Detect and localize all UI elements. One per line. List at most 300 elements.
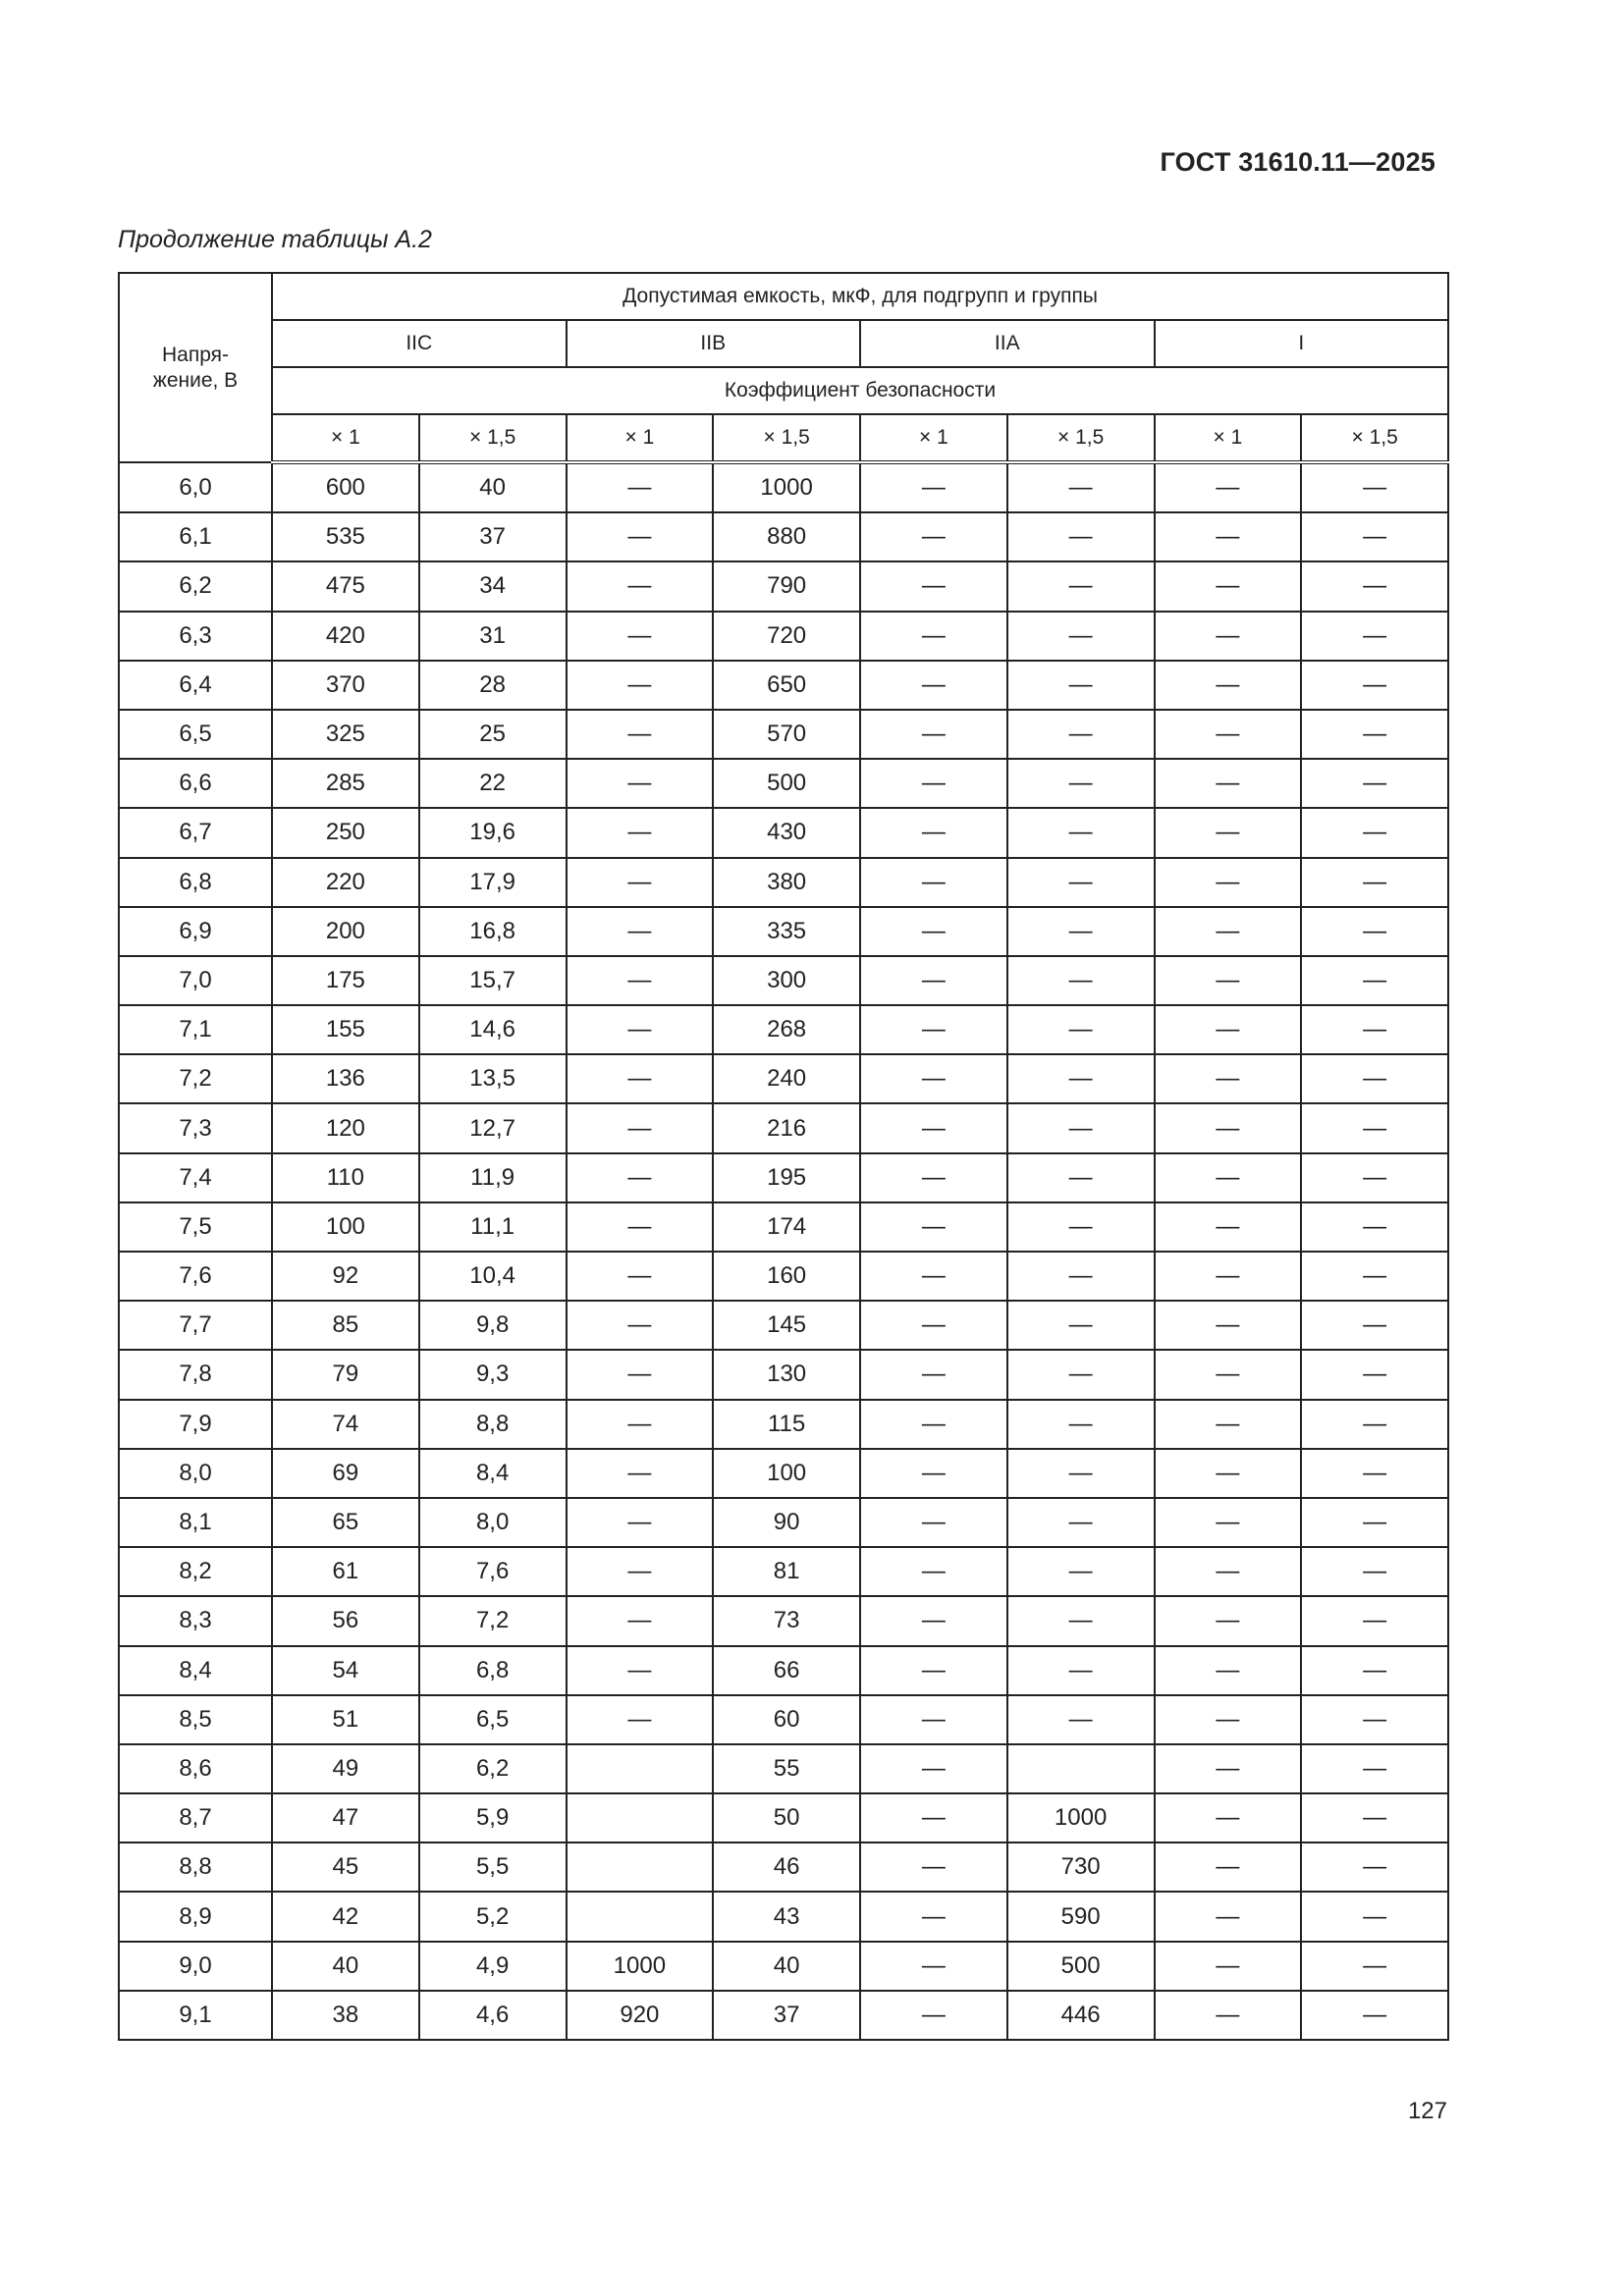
- cell-i-x1: —: [1155, 612, 1302, 661]
- cell-iia-x1: —: [860, 907, 1007, 956]
- cell-iib-x1-5: 60: [713, 1695, 860, 1744]
- cell-iia-x1: —: [860, 612, 1007, 661]
- cell-iia-x1-5: —: [1007, 710, 1155, 759]
- cell-iic-x1-5: 31: [419, 612, 567, 661]
- cell-voltage: 6,9: [119, 907, 272, 956]
- cell-iib-x1: —: [567, 1695, 714, 1744]
- table-row: [119, 1842, 1448, 1892]
- page-number: 127: [1407, 2098, 1447, 2124]
- factor-header: × 1,5: [419, 414, 567, 462]
- cell-voltage: 7,6: [119, 1252, 272, 1301]
- cell-voltage: 9,0: [119, 1942, 272, 1991]
- cell-iic-x1: 175: [272, 956, 419, 1005]
- factor-header: × 1,5: [713, 414, 860, 462]
- cell-iib-x1-5: 500: [713, 759, 860, 808]
- cell-i-x1: —: [1155, 661, 1302, 710]
- cell-iib-x1-5: 650: [713, 661, 860, 710]
- cell-iic-x1: 65: [272, 1498, 419, 1547]
- cell-i-x1: —: [1155, 462, 1302, 512]
- voltage-column-header: [119, 273, 272, 462]
- factor-header: × 1,5: [1007, 414, 1155, 462]
- cell-iia-x1: —: [860, 858, 1007, 907]
- cell-iia-x1-5: —: [1007, 1005, 1155, 1054]
- cell-iic-x1-5: 7,6: [419, 1547, 567, 1596]
- factor-header: × 1: [1155, 414, 1302, 462]
- table-row: [119, 1153, 1448, 1202]
- cell-voltage: 8,4: [119, 1646, 272, 1695]
- cell-iia-x1-5: —: [1007, 1695, 1155, 1744]
- cell-voltage: 8,0: [119, 1449, 272, 1498]
- table-row: [119, 1695, 1448, 1744]
- cell-iia-x1: —: [860, 1153, 1007, 1202]
- cell-iia-x1-5: —: [1007, 1400, 1155, 1449]
- cell-iia-x1: —: [860, 1498, 1007, 1547]
- cell-iib-x1-5: 37: [713, 1991, 860, 2040]
- group-header-iia: IIA: [860, 320, 1155, 367]
- cell-voltage: 6,7: [119, 808, 272, 857]
- cell-i-x1-5: —: [1301, 1842, 1448, 1892]
- cell-iib-x1-5: 790: [713, 561, 860, 611]
- cell-iia-x1: —: [860, 1005, 1007, 1054]
- cell-iib-x1: —: [567, 1596, 714, 1645]
- cell-iib-x1: —: [567, 661, 714, 710]
- cell-iia-x1: —: [860, 710, 1007, 759]
- cell-iib-x1: —: [567, 1054, 714, 1103]
- table-row: [119, 956, 1448, 1005]
- cell-i-x1: —: [1155, 1695, 1302, 1744]
- cell-i-x1-5: —: [1301, 1596, 1448, 1645]
- table-row: [119, 907, 1448, 956]
- capacity-header: Допустимая емкость, мкФ, для подгрупп и группы: [272, 273, 1448, 320]
- cell-voltage: 8,2: [119, 1547, 272, 1596]
- cell-i-x1-5: —: [1301, 1744, 1448, 1793]
- table-row: [119, 612, 1448, 661]
- cell-iic-x1-5: 10,4: [419, 1252, 567, 1301]
- table-row: [119, 561, 1448, 611]
- cell-iib-x1-5: 55: [713, 1744, 860, 1793]
- cell-iib-x1-5: 268: [713, 1005, 860, 1054]
- cell-i-x1-5: —: [1301, 462, 1448, 512]
- table-row: [119, 1547, 1448, 1596]
- cell-i-x1-5: —: [1301, 1202, 1448, 1252]
- table-row: [119, 1892, 1448, 1941]
- cell-iia-x1-5: —: [1007, 808, 1155, 857]
- cell-iia-x1-5: —: [1007, 1646, 1155, 1695]
- cell-i-x1-5: —: [1301, 710, 1448, 759]
- cell-iib-x1-5: 380: [713, 858, 860, 907]
- cell-i-x1-5: —: [1301, 1547, 1448, 1596]
- cell-iib-x1-5: 115: [713, 1400, 860, 1449]
- cell-iic-x1-5: 5,9: [419, 1793, 567, 1842]
- table-row: [119, 1400, 1448, 1449]
- cell-iib-x1: —: [567, 1449, 714, 1498]
- cell-iic-x1-5: 8,0: [419, 1498, 567, 1547]
- cell-iic-x1-5: 5,5: [419, 1842, 567, 1892]
- cell-iib-x1: —: [567, 561, 714, 611]
- table-row: [119, 1252, 1448, 1301]
- cell-i-x1: —: [1155, 1793, 1302, 1842]
- cell-iib-x1-5: 300: [713, 956, 860, 1005]
- cell-voltage: 8,7: [119, 1793, 272, 1842]
- cell-voltage: 7,0: [119, 956, 272, 1005]
- cell-iib-x1-5: 160: [713, 1252, 860, 1301]
- cell-iib-x1-5: 40: [713, 1942, 860, 1991]
- cell-iic-x1: 51: [272, 1695, 419, 1744]
- cell-i-x1: —: [1155, 1153, 1302, 1202]
- cell-iib-x1-5: 66: [713, 1646, 860, 1695]
- table-row: [119, 1744, 1448, 1793]
- cell-i-x1-5: —: [1301, 1054, 1448, 1103]
- cell-i-x1-5: —: [1301, 512, 1448, 561]
- cell-iia-x1-5: 500: [1007, 1942, 1155, 1991]
- cell-iic-x1-5: 14,6: [419, 1005, 567, 1054]
- safety-factor-header: Коэффициент безопасности: [272, 367, 1448, 414]
- cell-iic-x1-5: 15,7: [419, 956, 567, 1005]
- group-header-i: I: [1155, 320, 1449, 367]
- cell-iib-x1: —: [567, 1005, 714, 1054]
- cell-iia-x1: —: [860, 956, 1007, 1005]
- cell-iia-x1: —: [860, 1892, 1007, 1941]
- cell-iia-x1: —: [860, 1301, 1007, 1350]
- cell-iia-x1-5: —: [1007, 661, 1155, 710]
- cell-iia-x1-5: —: [1007, 1103, 1155, 1152]
- cell-iic-x1-5: 6,8: [419, 1646, 567, 1695]
- cell-voltage: 8,3: [119, 1596, 272, 1645]
- cell-iic-x1-5: 37: [419, 512, 567, 561]
- factor-header: × 1,5: [1301, 414, 1448, 462]
- cell-iia-x1-5: —: [1007, 1596, 1155, 1645]
- voltage-header-line2: жение, В: [152, 368, 239, 392]
- cell-iic-x1-5: 6,2: [419, 1744, 567, 1793]
- table-row: [119, 1991, 1448, 2040]
- cell-iia-x1: —: [860, 561, 1007, 611]
- cell-iic-x1-5: 4,6: [419, 1991, 567, 2040]
- cell-iic-x1: 475: [272, 561, 419, 611]
- cell-iic-x1: 100: [272, 1202, 419, 1252]
- cell-iia-x1-5: —: [1007, 1153, 1155, 1202]
- cell-iic-x1-5: 9,3: [419, 1350, 567, 1399]
- cell-iib-x1: —: [567, 1301, 714, 1350]
- cell-iib-x1-5: 195: [713, 1153, 860, 1202]
- cell-iia-x1-5: —: [1007, 1498, 1155, 1547]
- cell-iic-x1-5: 8,8: [419, 1400, 567, 1449]
- cell-i-x1: —: [1155, 1547, 1302, 1596]
- cell-iia-x1: —: [860, 1449, 1007, 1498]
- cell-iia-x1-5: —: [1007, 1449, 1155, 1498]
- cell-i-x1-5: —: [1301, 956, 1448, 1005]
- cell-iia-x1: —: [860, 1842, 1007, 1892]
- cell-i-x1-5: —: [1301, 1350, 1448, 1399]
- cell-iia-x1-5: —: [1007, 1252, 1155, 1301]
- cell-iic-x1: 285: [272, 759, 419, 808]
- cell-iib-x1-5: 335: [713, 907, 860, 956]
- cell-iib-x1: —: [567, 759, 714, 808]
- cell-voltage: 7,3: [119, 1103, 272, 1152]
- cell-i-x1-5: —: [1301, 561, 1448, 611]
- table-row: [119, 1793, 1448, 1842]
- cell-i-x1: —: [1155, 1202, 1302, 1252]
- cell-iic-x1-5: 9,8: [419, 1301, 567, 1350]
- cell-iib-x1: —: [567, 808, 714, 857]
- cell-iia-x1-5: 730: [1007, 1842, 1155, 1892]
- cell-voltage: 7,4: [119, 1153, 272, 1202]
- cell-iia-x1-5: —: [1007, 612, 1155, 661]
- group-header-iic: IIC: [272, 320, 567, 367]
- cell-voltage: 6,4: [119, 661, 272, 710]
- cell-iib-x1: —: [567, 1103, 714, 1152]
- cell-iib-x1: —: [567, 1350, 714, 1399]
- cell-i-x1-5: —: [1301, 1695, 1448, 1744]
- cell-i-x1: —: [1155, 512, 1302, 561]
- group-header-iib: IIB: [567, 320, 861, 367]
- cell-iib-x1-5: 50: [713, 1793, 860, 1842]
- cell-i-x1: —: [1155, 1449, 1302, 1498]
- cell-voltage: 8,6: [119, 1744, 272, 1793]
- cell-iib-x1-5: 1000: [713, 462, 860, 512]
- factor-header: × 1: [272, 414, 419, 462]
- table-row: [119, 1942, 1448, 1991]
- cell-iic-x1: 42: [272, 1892, 419, 1941]
- cell-i-x1: —: [1155, 858, 1302, 907]
- cell-i-x1: —: [1155, 1301, 1302, 1350]
- cell-iic-x1-5: 28: [419, 661, 567, 710]
- cell-iia-x1: —: [860, 1400, 1007, 1449]
- cell-iia-x1: —: [860, 1350, 1007, 1399]
- cell-iib-x1-5: 570: [713, 710, 860, 759]
- cell-i-x1: —: [1155, 1005, 1302, 1054]
- cell-i-x1-5: —: [1301, 1252, 1448, 1301]
- cell-iib-x1: —: [567, 1646, 714, 1695]
- cell-i-x1: —: [1155, 1103, 1302, 1152]
- cell-iic-x1-5: 40: [419, 462, 567, 512]
- cell-iia-x1-5: 590: [1007, 1892, 1155, 1941]
- cell-iib-x1-5: 81: [713, 1547, 860, 1596]
- cell-iib-x1-5: 880: [713, 512, 860, 561]
- cell-i-x1-5: —: [1301, 858, 1448, 907]
- cell-iia-x1-5: 1000: [1007, 1793, 1155, 1842]
- cell-iic-x1: 85: [272, 1301, 419, 1350]
- cell-iib-x1: —: [567, 612, 714, 661]
- cell-i-x1: —: [1155, 1054, 1302, 1103]
- cell-iic-x1: 200: [272, 907, 419, 956]
- cell-iib-x1-5: 174: [713, 1202, 860, 1252]
- cell-iic-x1: 600: [272, 462, 419, 512]
- cell-voltage: 6,3: [119, 612, 272, 661]
- cell-iic-x1: 370: [272, 661, 419, 710]
- cell-iic-x1-5: 19,6: [419, 808, 567, 857]
- cell-iic-x1: 110: [272, 1153, 419, 1202]
- cell-voltage: 7,8: [119, 1350, 272, 1399]
- cell-voltage: 7,1: [119, 1005, 272, 1054]
- cell-iia-x1: —: [860, 1942, 1007, 1991]
- cell-i-x1: —: [1155, 710, 1302, 759]
- cell-i-x1: —: [1155, 1892, 1302, 1941]
- cell-iia-x1: —: [860, 759, 1007, 808]
- cell-iic-x1-5: 17,9: [419, 858, 567, 907]
- cell-i-x1-5: —: [1301, 1005, 1448, 1054]
- cell-i-x1: —: [1155, 1942, 1302, 1991]
- cell-iic-x1-5: 16,8: [419, 907, 567, 956]
- cell-iia-x1: —: [860, 808, 1007, 857]
- cell-iia-x1-5: —: [1007, 858, 1155, 907]
- factor-header: × 1: [567, 414, 714, 462]
- table-body: [119, 462, 1448, 2040]
- table-row: [119, 661, 1448, 710]
- cell-voltage: 8,8: [119, 1842, 272, 1892]
- cell-iia-x1-5: —: [1007, 561, 1155, 611]
- cell-iib-x1: —: [567, 1153, 714, 1202]
- cell-iic-x1-5: 34: [419, 561, 567, 611]
- cell-iia-x1: —: [860, 1991, 1007, 2040]
- cell-i-x1-5: —: [1301, 1498, 1448, 1547]
- cell-iia-x1: —: [860, 1103, 1007, 1152]
- cell-i-x1: —: [1155, 1991, 1302, 2040]
- cell-iib-x1: —: [567, 1202, 714, 1252]
- table-row: [119, 1202, 1448, 1252]
- factor-header: × 1: [860, 414, 1007, 462]
- table-row: [119, 462, 1448, 512]
- cell-iib-x1-5: 430: [713, 808, 860, 857]
- cell-iic-x1: 250: [272, 808, 419, 857]
- cell-i-x1-5: —: [1301, 1892, 1448, 1941]
- cell-iic-x1: 40: [272, 1942, 419, 1991]
- cell-voltage: 8,5: [119, 1695, 272, 1744]
- cell-voltage: 6,8: [119, 858, 272, 907]
- cell-iic-x1: 61: [272, 1547, 419, 1596]
- table-row: [119, 1103, 1448, 1152]
- cell-iib-x1-5: 100: [713, 1449, 860, 1498]
- cell-iia-x1-5: —: [1007, 1054, 1155, 1103]
- cell-iib-x1-5: 73: [713, 1596, 860, 1645]
- cell-iic-x1: 136: [272, 1054, 419, 1103]
- cell-i-x1: —: [1155, 1400, 1302, 1449]
- cell-iia-x1: —: [860, 462, 1007, 512]
- cell-voltage: 7,7: [119, 1301, 272, 1350]
- cell-iia-x1: —: [860, 1695, 1007, 1744]
- cell-iic-x1-5: 4,9: [419, 1942, 567, 1991]
- cell-i-x1: —: [1155, 808, 1302, 857]
- cell-i-x1: —: [1155, 956, 1302, 1005]
- table-row: [119, 759, 1448, 808]
- table-row: [119, 1596, 1448, 1645]
- cell-iia-x1: —: [860, 1744, 1007, 1793]
- cell-iib-x1: [567, 1793, 714, 1842]
- cell-iia-x1-5: —: [1007, 759, 1155, 808]
- cell-iic-x1-5: 7,2: [419, 1596, 567, 1645]
- cell-voltage: 8,9: [119, 1892, 272, 1941]
- cell-iia-x1-5: —: [1007, 1202, 1155, 1252]
- cell-iia-x1: —: [860, 1202, 1007, 1252]
- cell-iic-x1: 79: [272, 1350, 419, 1399]
- cell-iic-x1-5: 5,2: [419, 1892, 567, 1941]
- cell-iib-x1: —: [567, 907, 714, 956]
- cell-i-x1: —: [1155, 1744, 1302, 1793]
- cell-iia-x1-5: —: [1007, 1301, 1155, 1350]
- cell-iia-x1-5: [1007, 1744, 1155, 1793]
- cell-iic-x1: 220: [272, 858, 419, 907]
- cell-iib-x1-5: 720: [713, 612, 860, 661]
- cell-iic-x1: 325: [272, 710, 419, 759]
- cell-voltage: 6,5: [119, 710, 272, 759]
- cell-iib-x1: —: [567, 1498, 714, 1547]
- cell-iia-x1-5: —: [1007, 1350, 1155, 1399]
- cell-iic-x1: 155: [272, 1005, 419, 1054]
- cell-iic-x1-5: 13,5: [419, 1054, 567, 1103]
- cell-iib-x1-5: 46: [713, 1842, 860, 1892]
- cell-i-x1-5: —: [1301, 907, 1448, 956]
- cell-i-x1-5: —: [1301, 1301, 1448, 1350]
- cell-i-x1: —: [1155, 759, 1302, 808]
- cell-iia-x1: —: [860, 1252, 1007, 1301]
- cell-iib-x1: —: [567, 710, 714, 759]
- cell-i-x1-5: —: [1301, 1400, 1448, 1449]
- cell-iib-x1: —: [567, 512, 714, 561]
- table-row: [119, 1449, 1448, 1498]
- cell-iib-x1: —: [567, 462, 714, 512]
- cell-iia-x1: —: [860, 512, 1007, 561]
- cell-voltage: 8,1: [119, 1498, 272, 1547]
- cell-iic-x1: 38: [272, 1991, 419, 2040]
- cell-iic-x1: 92: [272, 1252, 419, 1301]
- table-row: [119, 1054, 1448, 1103]
- cell-iia-x1: —: [860, 1596, 1007, 1645]
- cell-iia-x1-5: —: [1007, 1547, 1155, 1596]
- table-row: [119, 1646, 1448, 1695]
- cell-iic-x1-5: 6,5: [419, 1695, 567, 1744]
- cell-iia-x1-5: —: [1007, 462, 1155, 512]
- cell-i-x1: —: [1155, 1252, 1302, 1301]
- table-caption: Продолжение таблицы А.2: [118, 226, 432, 253]
- cell-i-x1-5: —: [1301, 759, 1448, 808]
- cell-iia-x1: —: [860, 1646, 1007, 1695]
- cell-iia-x1-5: 446: [1007, 1991, 1155, 2040]
- cell-iic-x1-5: 25: [419, 710, 567, 759]
- cell-iib-x1: —: [567, 1252, 714, 1301]
- cell-iic-x1: 535: [272, 512, 419, 561]
- cell-iib-x1-5: 145: [713, 1301, 860, 1350]
- cell-i-x1-5: —: [1301, 1991, 1448, 2040]
- cell-iia-x1: —: [860, 661, 1007, 710]
- table-row: [119, 858, 1448, 907]
- cell-iic-x1: 54: [272, 1646, 419, 1695]
- table-row: [119, 1350, 1448, 1399]
- cell-iib-x1: —: [567, 858, 714, 907]
- cell-iia-x1-5: —: [1007, 907, 1155, 956]
- cell-i-x1-5: —: [1301, 1153, 1448, 1202]
- cell-iic-x1: 69: [272, 1449, 419, 1498]
- cell-i-x1-5: —: [1301, 1646, 1448, 1695]
- cell-iib-x1: 1000: [567, 1942, 714, 1991]
- cell-iic-x1: 74: [272, 1400, 419, 1449]
- cell-iic-x1: 49: [272, 1744, 419, 1793]
- cell-i-x1: —: [1155, 561, 1302, 611]
- cell-voltage: 6,6: [119, 759, 272, 808]
- cell-iib-x1-5: 216: [713, 1103, 860, 1152]
- cell-i-x1: —: [1155, 1596, 1302, 1645]
- cell-iic-x1-5: 22: [419, 759, 567, 808]
- cell-iic-x1: 45: [272, 1842, 419, 1892]
- cell-i-x1-5: —: [1301, 808, 1448, 857]
- cell-iic-x1: 56: [272, 1596, 419, 1645]
- cell-iib-x1: —: [567, 1547, 714, 1596]
- cell-i-x1-5: —: [1301, 1942, 1448, 1991]
- table-row: [119, 512, 1448, 561]
- cell-i-x1-5: —: [1301, 1793, 1448, 1842]
- cell-iib-x1-5: 43: [713, 1892, 860, 1941]
- cell-iib-x1: [567, 1744, 714, 1793]
- cell-voltage: 9,1: [119, 1991, 272, 2040]
- cell-voltage: 7,9: [119, 1400, 272, 1449]
